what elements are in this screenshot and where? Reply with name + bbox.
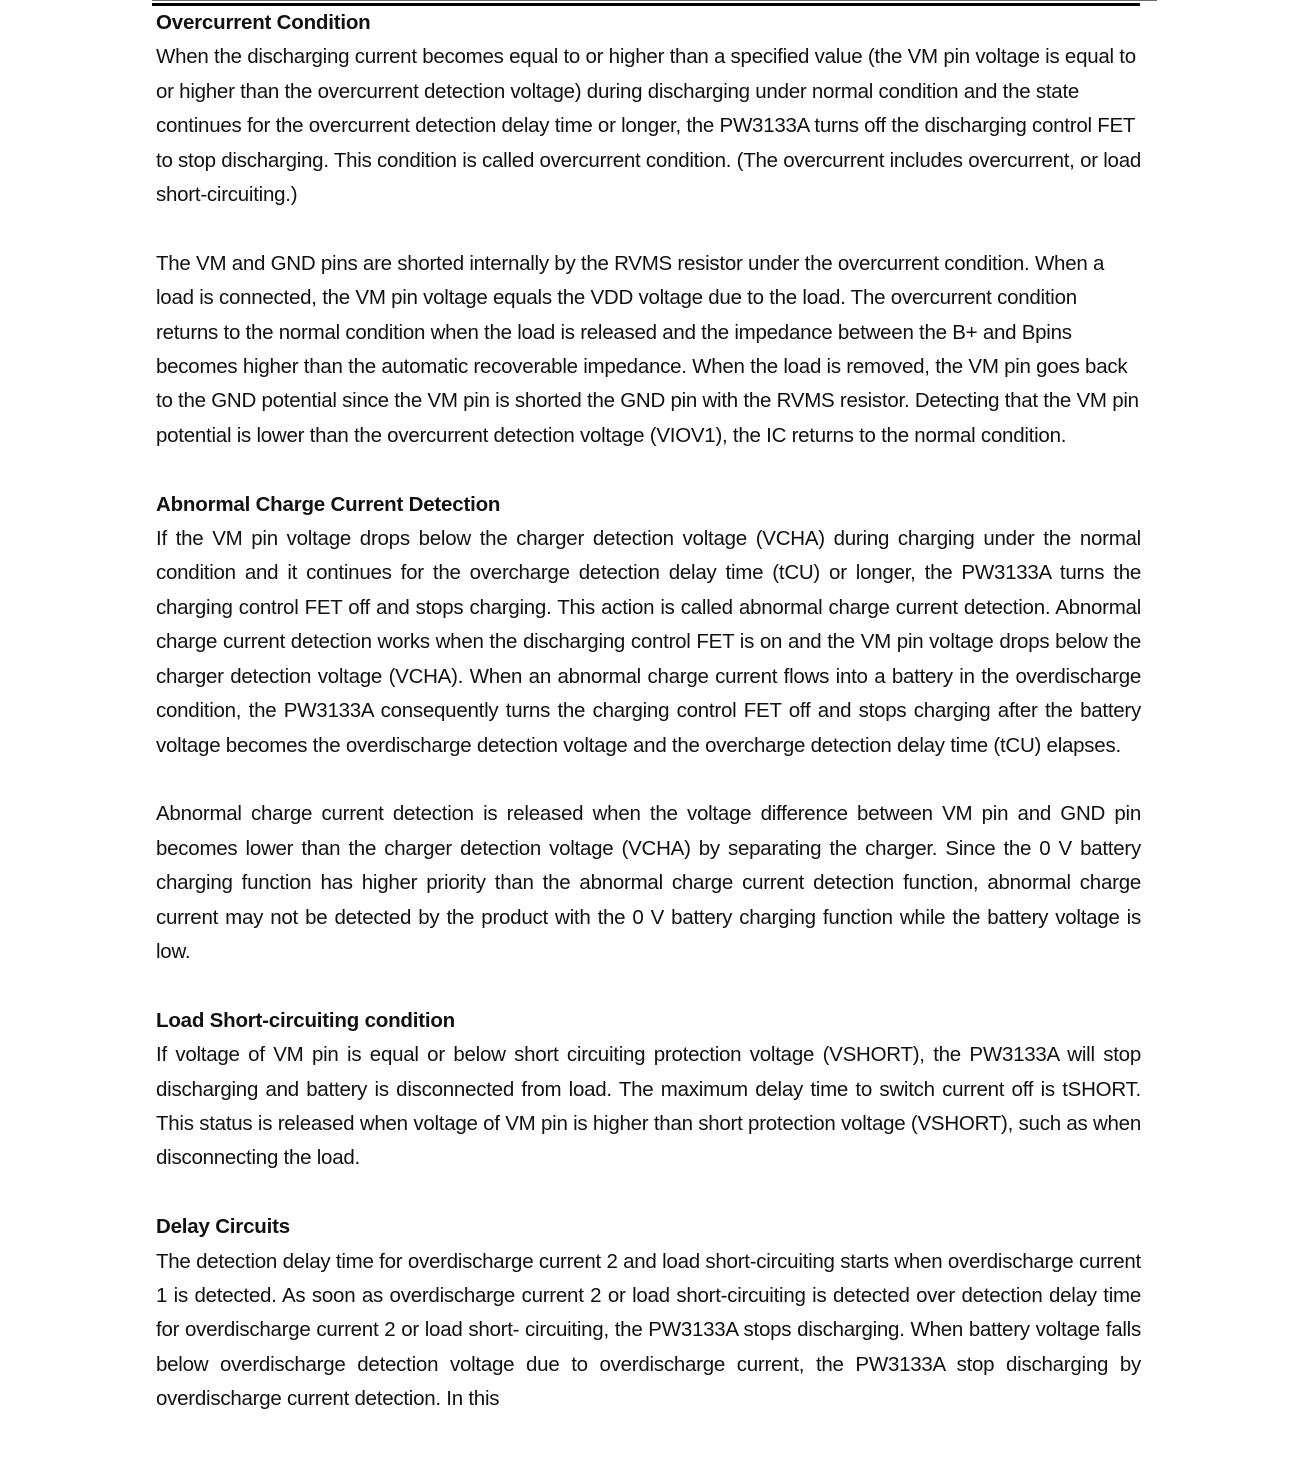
paragraph: When the discharging current becomes equal to or higher than a specified value (the VM pin voltage is equal to or higher than the overcurrent detection voltage) during discharging under normal condition and the state continues for the overcurrent detection delay time or longer, the PW3133A turns off the discharging control FET to stop discharging. This condition is called overcurrent condition. (The overcurrent includes overcurrent, or load short-circuiting.): [156, 45, 1141, 207]
section-title: Delay Circuits: [156, 1215, 290, 1239]
section-gap: [156, 1176, 1141, 1210]
section-abnormal-charge-current-detection: [156, 488, 1141, 970]
section-delay-circuits: [156, 1210, 1141, 1416]
section-overcurrent-condition: [156, 6, 1141, 453]
section-title: Abnormal Charge Current Detection: [156, 492, 501, 516]
section-load-short-circuiting-condition: [156, 1004, 1141, 1176]
paragraph-gap: [156, 763, 1141, 797]
paragraph-gap: [156, 212, 1141, 246]
paragraph: Abnormal charge current detection is released when the voltage difference between VM pin and GND pin becomes lower than the charger detection voltage (VCHA) by separating the charger. Since the 0 V battery charging function has higher priority than the abnormal charge current detection function, abnormal charge current may not be detected by the product with the 0 V battery charging function while the battery voltage is low.: [156, 802, 1141, 963]
section-gap: [156, 453, 1141, 487]
section-title: Load Short-circuiting condition: [156, 1008, 455, 1032]
section-title: Overcurrent Condition: [156, 11, 371, 34]
header-rule-thin: [152, 0, 1157, 1]
section-gap: [156, 969, 1141, 1003]
paragraph: The detection delay time for overdischarge current 2 and load short-circuiting starts when overdischarge current 1 is detected. As soon as overdischarge current 2 or load short-circuiting is detected over detection delay time for overdischarge current 2 or load short- circuiting, the PW3133A stops discharging. When battery voltage falls below overdischarge detection voltage due to overdischarge current, the PW3133A stop discharging by overdischarge current detection. In this: [156, 1249, 1141, 1411]
document-page: [156, 6, 1141, 1417]
paragraph: If the VM pin voltage drops below the charger detection voltage (VCHA) during charging under the normal condition and it continues for the overcharge detection delay time (tCU) or longer, the PW3133A turns the charging control FET off and stops charging. This action is called abnormal charge current detection. Abnormal charge current detection works when the discharging control FET is on and the VM pin voltage drops below the charger detection voltage (VCHA). When an abnormal charge current flows into a battery in the overdischarge condition, the PW3133A consequently turns the charging control FET off and stops charging after the battery voltage becomes the overdischarge detection voltage and the overcharge detection delay time (tCU) elapses.: [156, 527, 1141, 757]
paragraph: The VM and GND pins are shorted internally by the RVMS resistor under the overcurrent condition. When a load is connected, the VM pin voltage equals the VDD voltage due to the load. The overcurrent condition returns to the normal condition when the load is released and the impedance between the B+ and Bpins becomes higher than the automatic recoverable impedance. When the load is removed, the VM pin goes back to the GND potential since the VM pin is shorted the GND pin with the RVMS resistor. Detecting that the VM pin potential is lower than the overcurrent detection voltage (VIOV1), the IC returns to the normal condition.: [156, 251, 1139, 447]
paragraph: If voltage of VM pin is equal or below short circuiting protection voltage (VSHORT), the PW3133A will stop discharging and battery is disconnected from load. The maximum delay time to switch current off is tSHORT. This status is released when voltage of VM pin is higher than short protection voltage (VSHORT), such as when disconnecting the load.: [156, 1043, 1141, 1170]
